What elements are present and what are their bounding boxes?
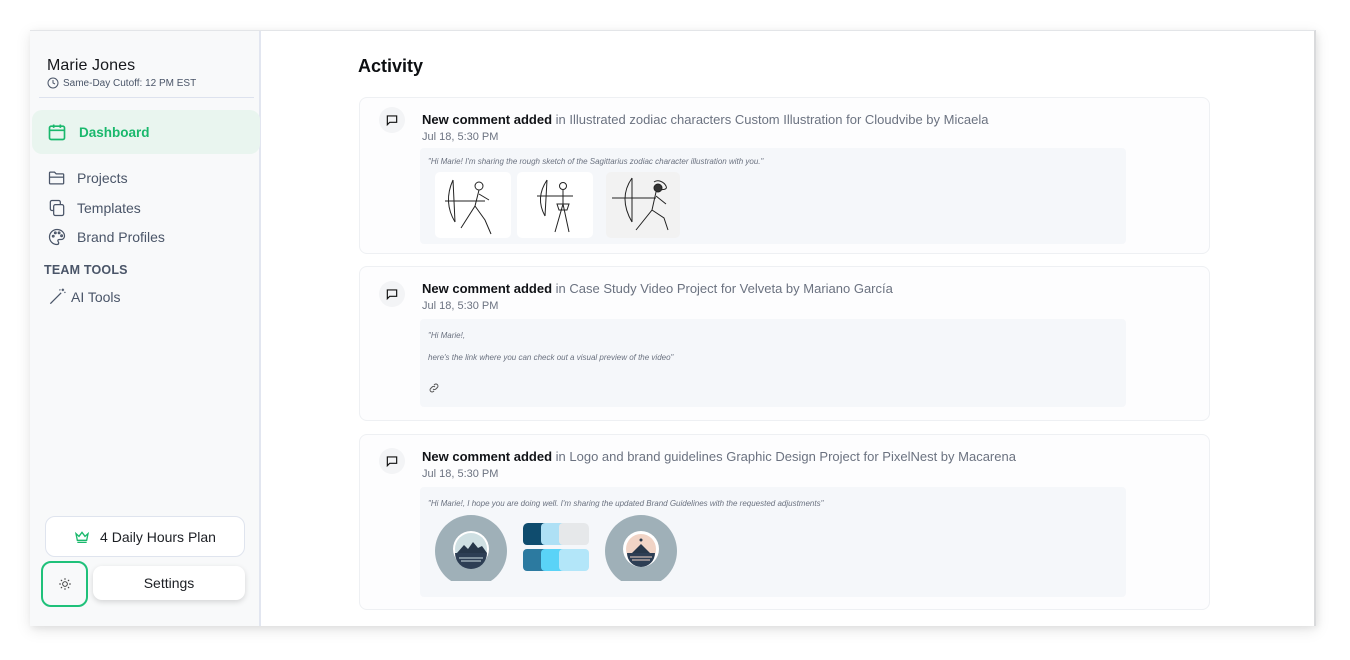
cutoff-info xyxy=(47,77,196,89)
user-block xyxy=(47,57,196,89)
attachment-logo-peak[interactable] xyxy=(605,515,677,581)
folder-icon xyxy=(47,168,67,188)
sidebar-item-label: Templates xyxy=(77,200,141,216)
sidebar-item-label: Projects xyxy=(77,170,128,186)
comment-box xyxy=(420,148,1126,244)
link-icon[interactable] xyxy=(428,382,440,394)
sidebar-item-templates[interactable] xyxy=(47,198,141,218)
comment-icon xyxy=(385,454,399,468)
comment-text-line-2: here's the link where you can check out a visual preview of the video" xyxy=(428,353,674,362)
theme-toggle-button[interactable] xyxy=(41,561,88,607)
sidebar xyxy=(30,31,261,626)
comment-text: "Hi Marie! I'm sharing the rough sketch of the Sagittarius zodiac character illustration with you." xyxy=(428,157,764,166)
page-title: Activity xyxy=(358,56,424,76)
attachment-logo-mountain[interactable] xyxy=(435,515,507,581)
app-window xyxy=(30,30,1316,626)
activity-card[interactable] xyxy=(359,266,1210,421)
user-name: Marie Jones xyxy=(47,57,136,74)
sidebar-item-brand-profiles[interactable] xyxy=(47,227,165,247)
main-content xyxy=(261,31,1314,626)
attachment-archer-sketch-2[interactable] xyxy=(517,172,593,238)
daily-hours-plan-button[interactable] xyxy=(45,516,245,557)
activity-context[interactable]: in Case Study Video Project for Velveta by Mariano García xyxy=(552,281,893,296)
sidebar-item-label: AI Tools xyxy=(71,289,121,305)
magic-wand-icon xyxy=(47,287,67,307)
sun-icon xyxy=(58,577,72,591)
activity-context[interactable]: in Illustrated zodiac characters Custom Illustration for Cloudvibe by Micaela xyxy=(552,112,989,127)
activity-time: Jul 18, 5:30 PM xyxy=(422,131,499,143)
activity-action: New comment added xyxy=(422,281,553,296)
divider xyxy=(39,97,254,98)
clock-icon xyxy=(47,77,59,89)
activity-time: Jul 18, 5:30 PM xyxy=(422,300,499,312)
copy-icon xyxy=(47,198,67,218)
activity-headline xyxy=(422,449,1016,464)
comment-text-line-1: "Hi Marie!, xyxy=(428,331,466,340)
comment-icon-wrap xyxy=(379,448,405,474)
sidebar-item-label: Dashboard xyxy=(79,124,150,140)
attachment-archer-sketch-3[interactable] xyxy=(606,172,680,238)
comment-box xyxy=(420,319,1126,407)
settings-button[interactable]: Settings xyxy=(93,566,245,600)
sidebar-item-dashboard[interactable] xyxy=(32,110,260,154)
section-label-team-tools: TEAM TOOLS xyxy=(44,263,128,277)
activity-action: New comment added xyxy=(422,112,553,127)
activity-card[interactable] xyxy=(359,434,1210,610)
sidebar-item-label: Brand Profiles xyxy=(77,229,165,245)
comment-icon xyxy=(385,113,399,127)
crown-icon xyxy=(74,529,90,545)
attachment-archer-sketch-1[interactable] xyxy=(435,172,511,238)
activity-context[interactable]: in Logo and brand guidelines Graphic Design Project for PixelNest by Macarena xyxy=(552,449,1016,464)
sidebar-item-projects[interactable] xyxy=(47,168,128,188)
sidebar-item-ai-tools[interactable] xyxy=(47,287,121,307)
activity-action: New comment added xyxy=(422,449,553,464)
palette-icon xyxy=(47,227,67,247)
activity-card[interactable] xyxy=(359,97,1210,254)
attachment-color-palette[interactable] xyxy=(523,523,589,573)
comment-text: "Hi Marie!, I hope you are doing well. I'm sharing the updated Brand Guidelines with the requested adjustments" xyxy=(428,499,824,508)
activity-headline xyxy=(422,112,988,127)
comment-box xyxy=(420,487,1126,597)
comment-icon-wrap xyxy=(379,281,405,307)
comment-icon xyxy=(385,287,399,301)
activity-time: Jul 18, 5:30 PM xyxy=(422,468,499,480)
cutoff-text: Same-Day Cutoff: 12 PM EST xyxy=(63,77,197,89)
plan-label: 4 Daily Hours Plan xyxy=(100,528,216,545)
calendar-icon xyxy=(47,122,67,142)
comment-icon-wrap xyxy=(379,107,405,133)
activity-headline xyxy=(422,281,893,296)
